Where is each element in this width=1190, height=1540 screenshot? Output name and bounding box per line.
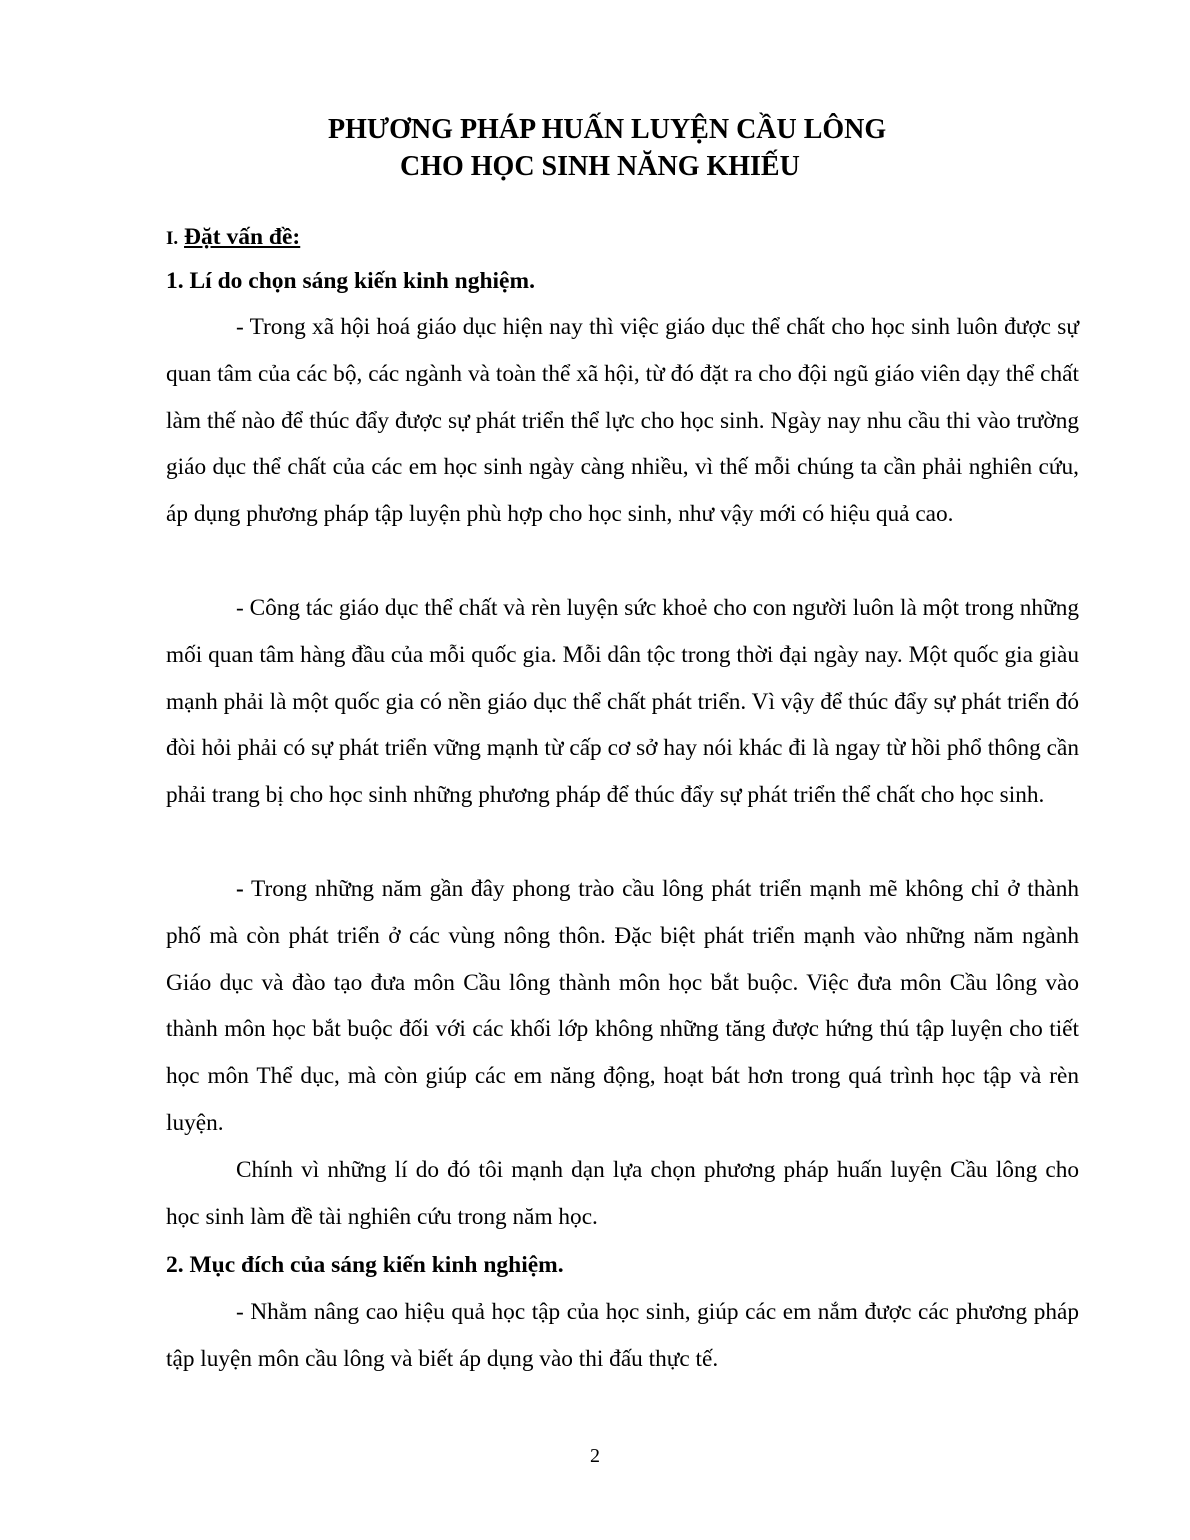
paragraph-1: - Trong xã hội hoá giáo dục hiện nay thì việc giáo dục thể chất cho học sinh luôn được sự quan tâm của các bộ, các ngành và toàn thể xã hội, từ đó đặt ra cho đội ngũ giáo viên dạy thể chất làm thế nào để thúc đẩy được sự phát triển thể lực cho học sinh. Ngày nay nhu cầu thi vào trường giáo dục thể chất của các em học sinh ngày càng nhiều, vì thế mỗi chúng ta cần phải nghiên cứu, áp dụng phương pháp tập luyện phù hợp cho học sinh, như vậy mới có hiệu quả cao. [166, 314, 1079, 528]
document-title-line-2: CHO HỌC SINH NĂNG KHIẾU [400, 151, 800, 182]
paragraph-5: - Nhằm nâng cao hiệu quả học tập của học sinh, giúp các em nắm được các phương pháp tập luyện môn cầu lông và biết áp dụng vào thi đấu thực tế. [166, 1299, 1079, 1372]
subsection-1-heading: 1. Lí do chọn sáng kiến kinh nghiệm. [166, 268, 535, 294]
paragraph-3-text: Trong những năm gần đây phong trào cầu lông phát triển mạnh mẽ không chỉ ở thành phố mà còn phát triển ở các vùng nông thôn. Đặc biệt phát triển mạnh vào những năm ngành Giáo dục và đào tạo đưa môn Cầu lông thành môn học bắt buộc. Việc đưa môn Cầu lông vào thành môn học bắt buộc đối với các khối lớp không những tăng được hứng thú tập luyện cho tiết học môn Thể dục, mà còn giúp các em năng động, hoạt bát hơn trong quá trình học tập và rèn luyện. [166, 876, 1079, 1136]
paragraph-4: Chính vì những lí do đó tôi mạnh dạn lựa chọn phương pháp huấn luyện Cầu lông cho học sinh làm đề tài nghiên cứu trong năm học. [166, 1157, 1079, 1230]
paragraph-3-dash: - [236, 876, 244, 902]
paragraph-3 [166, 866, 1079, 1147]
section-heading-i [166, 220, 300, 256]
document-title-line-1: PHƯƠNG PHÁP HUẤN LUYỆN CẦU LÔNG [328, 114, 887, 145]
page-number: 2 [590, 1445, 600, 1467]
subsection-2-heading: 2. Mục đích của sáng kiến kinh nghiệm. [166, 1252, 564, 1278]
section-label: Đặt vấn đề: [184, 224, 301, 250]
paragraph-2: - Công tác giáo dục thể chất và rèn luyện sức khoẻ cho con người luôn là một trong những mối quan tâm hàng đầu của mỗi quốc gia. Mỗi dân tộc trong thời đại ngày nay. Một quốc gia giàu mạnh phải là một quốc gia có nền giáo dục thể chất phát triển. Vì vậy để thúc đẩy sự phát triển đó đòi hỏi phải có sự phát triển vững mạnh từ cấp cơ sở hay nói khác đi là ngay từ hồi phổ thông cần phải trang bị cho học sinh những phương pháp để thúc đẩy sự phát triển thể chất cho học sinh. [166, 595, 1079, 809]
section-number: I. [166, 228, 179, 249]
